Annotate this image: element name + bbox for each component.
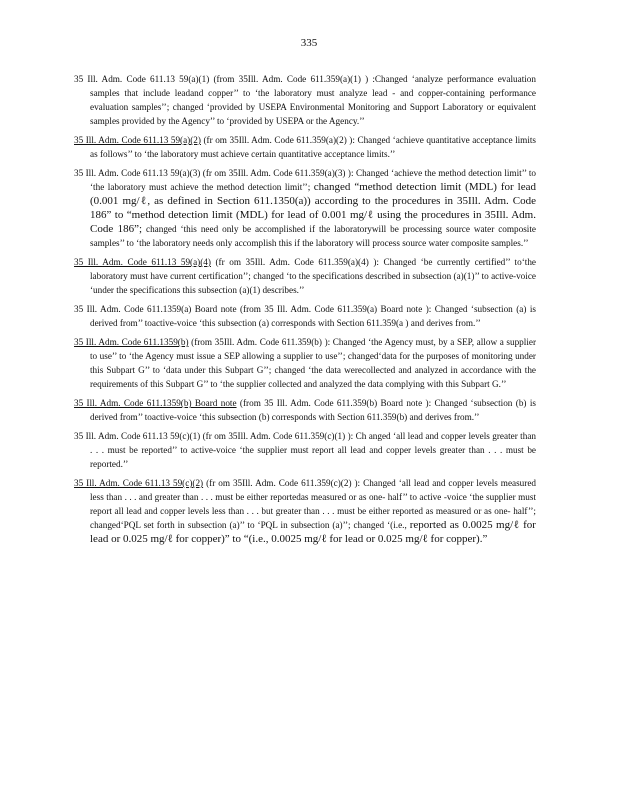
amendment-list [74,72,536,551]
list-item [74,133,536,161]
entry-citation: 35 Ill. Adm. Code 611.1359(b) [74,337,189,347]
list-item [74,255,536,297]
page-number: 335 [300,37,318,49]
list-item [74,476,536,546]
entry-text: (from 35Ill. Adm. Code 611.359(b) ): Changed ‘the Agency must, by a SEP, allow a supplier to use’’ to ‘the Agency must issue a SEP allowing a supplier to use’’; changed‘data for the purposes of monitoring under this Subpart G’’ to ‘data under this Subpart G’’; changed ‘the data werecollected and analyzed in accordance with the requirements of this Subpart G’’ to ‘the supplier collected and analyzed the data complying with this Subpart G.’’ [90,337,537,389]
entry-text: (from 35 Ill. Adm. Code 611.359(b) Board note ): Changed ‘subsection (b) is derived from’’ toactive-voice ‘this subsection (b) corresponds with Section 611.359(b) and derives from.’’ [90,398,536,422]
list-item [74,302,536,330]
entry-text: (fr om 35Ill. Adm. Code 611.359(a)(4) ): Changed ‘be currently certified’’ to‘the laboratory must have current certification’’; changed ‘to the specifications described in subsection (a)(1)’’ to active-voice ‘under the specifications this subsection (a)(1) describes.’’ [90,257,536,295]
entry-citation: 35 Ill. Adm. Code 611.13 59(a)(2) [74,135,201,145]
list-item [74,72,536,128]
entry-text: (fr om 35Ill. Adm. Code 611.359(a)(2) ): Changed ‘achieve quantitative acceptance limits as follows’’ to ‘the laboratory must achieve certain quantitative acceptance limits.’’ [90,135,536,159]
entry-text-large: changed “method detection limit (MDL) for lead (0.001 mg/ℓ, as defined in Section 611.1350(a)) according to the procedures in 35Ill. Adm. Code 186” to “method detection limit (MDL) for lead of 0.001 mg/ℓ using the procedures in 35Ill. Adm. Code 186”; [90,181,536,235]
entry-text: 35 Ill. Adm. Code 611.1359(a) Board note (from 35 Ill. Adm. Code 611.359(a) Board note ): Changed ‘subsection (a) is derived from’’ toactive-voice ‘this subsection (a) corresponds with Section 611.359(a ) and derives from.’’ [74,304,536,328]
entry-text: (fr om 35Ill. Adm. Code 611.359(c)(2) ): Changed ‘all lead and copper levels measured less than . . . and greater than . . . must be either reportedas measured or as one- half’’ to active -voice ‘the supplier must report all lead and copper levels less than . . . but greater than . . . must be either reported as measured or as one- half’’; changed‘PQL set forth in subsection (a)’’ to ‘PQL in subsection (a)’’; changed ‘(i.e., [90,478,537,530]
list-item [74,335,536,391]
entry-citation: 35 Ill. Adm. Code 611.1359(b) Board note [74,398,237,408]
entry-text: 35 Ill. Adm. Code 611.13 59(a)(3) (fr om 35Ill. Adm. Code 611.359(a)(3) ): Changed ‘achieve the method detection limit’’ to ‘the laboratory must achieve the method detection limit’’; [74,168,536,192]
list-item [74,429,536,471]
entry-citation: 35 Ill. Adm. Code 611.13 59(a)(4) [74,257,211,267]
entry-citation: 35 Ill. Adm. Code 611.13 59(c)(2) [74,478,204,488]
list-item [74,396,536,424]
entry-text-tail: changed ‘this need only be accomplished if the laboratorywill be processing source water composite samples’’ to ‘the laboratory needs only accomplish this if the laboratory will process source water composite samples.’’ [90,224,536,248]
entry-text-large: reported as 0.0025 mg/ℓ for lead or 0.025 mg/ℓ for copper)” to “(i.e., 0.0025 mg/ℓ for lead or 0.025 mg/ℓ for copper).” [90,519,536,545]
entry-text: 35 Ill. Adm. Code 611.13 59(a)(1) (from 35Ill. Adm. Code 611.359(a)(1) ) :Changed ‘analyze performance evaluation samples that include leadand copper’’ to ‘the laboratory must analyze lead - and copper-containing performance evaluation samples’’; changed ‘provided by USEPA Environmental Monitoring and Support Laboratory or equivalent samples provided by the Agency’’ to ‘provided by USEPA or the Agency.’’ [74,74,536,126]
entry-text: 35 Ill. Adm. Code 611.13 59(c)(1) (fr om 35Ill. Adm. Code 611.359(c)(1) ): Ch anged ‘all lead and copper levels greater than . . . must be reported’’ to active-voice ‘the supplier must report all lead and copper levels greater than . . . must be reported.’’ [74,431,536,469]
list-item [74,166,536,250]
